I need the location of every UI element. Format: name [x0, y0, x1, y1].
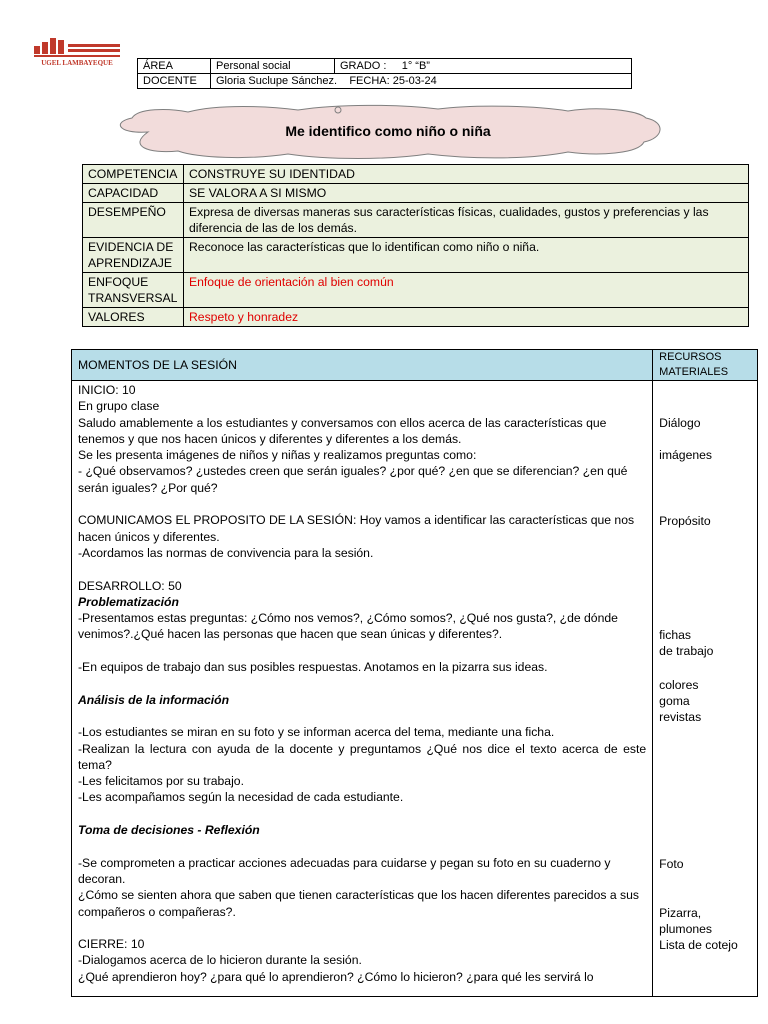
resource-item: Foto: [659, 857, 684, 871]
resource-item: revistas: [659, 710, 702, 724]
competencia-row: [83, 165, 749, 184]
fecha-value: 25-03-24: [392, 75, 437, 87]
session-line: Problematización: [78, 594, 179, 609]
competencia-label: EVIDENCIA DE APRENDIZAJE: [83, 238, 184, 273]
session-line: En grupo clase: [78, 399, 160, 414]
header-info-table: [137, 58, 632, 89]
session-line: -Dialogamos acerca de lo hicieron durante la sesión.: [78, 953, 362, 968]
competencia-row: [83, 238, 749, 273]
fecha-label: FECHA:: [349, 75, 390, 87]
competencia-row: [83, 203, 749, 238]
session-line: COMUNICAMOS EL PROPOSITO DE LA SESIÓN: Hoy vamos a identificar las características que nos hacen únicos y diferentes.: [78, 513, 635, 544]
competencia-label: CAPACIDAD: [83, 184, 184, 203]
competencia-label: VALORES: [83, 308, 184, 327]
session-line: -Les acompañamos según la necesidad de cada estudiante.: [78, 790, 404, 805]
competencia-value: Respeto y honradez: [184, 308, 749, 327]
resource-item: goma: [659, 694, 690, 708]
resource-item: colores: [659, 678, 699, 692]
session-table: [71, 349, 758, 997]
session-moments-header: MOMENTOS DE LA SESIÓN: [72, 350, 653, 381]
session-line: ¿Cómo se sienten ahora que saben que tienen características que los hacen diferentes parecidos a sus compañeros o compañeras?.: [78, 888, 639, 919]
session-line: -Acordamos las normas de convivencia para la sesión.: [78, 545, 374, 560]
session-resources: [653, 381, 758, 997]
logo-text: UGEL LAMBAYEQUE: [41, 59, 113, 67]
area-value: Personal social: [211, 59, 335, 74]
session-line: - ¿Qué observamos? ¿ustedes creen que serán iguales? ¿por qué? ¿en que se diferencian? ¿en qué serán iguales? ¿Por qué?: [78, 464, 628, 495]
session-line: -Presentamos estas preguntas: ¿Cómo nos vemos?, ¿Cómo somos?, ¿Qué nos gusta?, ¿de dónde venimos?.¿Qué hacen las personas que hacen que sean únicas y diferentes?.: [78, 611, 618, 642]
grado-label: GRADO :: [340, 60, 387, 72]
session-line: [78, 708, 646, 724]
competencia-value: Reconoce las características que lo identifican como niño o niña.: [184, 238, 749, 273]
session-line: Se les presenta imágenes de niños y niñas y realizamos preguntas como:: [78, 448, 477, 463]
session-line: -Realizan la lectura con ayuda de la docente y preguntamos ¿Qué nos dice el texto acerca de este tema?: [78, 741, 647, 772]
session-line: [78, 643, 646, 659]
docente-value: Gloria Suclupe Sánchez.: [216, 75, 338, 87]
session-line: [78, 561, 646, 577]
competencias-table: [82, 164, 749, 327]
competencia-row: [83, 184, 749, 203]
resource-item: Diálogo: [659, 416, 701, 430]
resource-item: plumones: [659, 922, 713, 936]
competencia-row: [83, 308, 749, 327]
session-line: -Se comprometen a practicar acciones adecuadas para cuidarse y pegan su foto en su cuaderno y decoran.: [78, 855, 611, 886]
session-line: DESARROLLO: 50: [78, 578, 182, 593]
grado-value: 1° “B”: [401, 60, 430, 72]
session-line: [78, 496, 646, 512]
resource-item: Lista de cotejo: [659, 938, 738, 952]
area-label: ÁREA: [138, 59, 211, 74]
docente-label: DOCENTE: [138, 74, 211, 89]
grado-cell: [335, 59, 632, 74]
session-content: [72, 381, 653, 997]
session-table-header: [72, 350, 758, 381]
competencia-value: Enfoque de orientación al bien común: [184, 273, 749, 308]
session-line: Saludo amablemente a los estudiantes y conversamos con ellos acerca de las características que tenemos y que nos hacen únicos y diferentes y diferentes a los demás.: [78, 415, 607, 446]
session-resources-header: RECURSOS MATERIALES: [653, 350, 758, 381]
page-title: Me identifico como niño o niña: [285, 123, 491, 139]
resource-item: de trabajo: [659, 644, 714, 658]
session-line: Análisis de la información: [78, 692, 230, 707]
resource-item: Propósito: [659, 514, 711, 528]
competencia-value: Expresa de diversas maneras sus características físicas, cualidades, gustos y preferencias y las diferencia de las de los demás.: [184, 203, 749, 238]
competencia-label: ENFOQUE TRANSVERSAL: [83, 273, 184, 308]
session-line: ¿Qué aprendieron hoy? ¿para qué lo aprendieron? ¿Cómo lo hicieron? ¿para qué les servirá lo: [78, 969, 594, 984]
resource-item: imágenes: [659, 448, 713, 462]
session-line: [78, 838, 646, 854]
competencia-value: SE VALORA A SI MISMO: [184, 184, 749, 203]
session-line: Toma de decisiones - Reflexión: [78, 823, 260, 838]
session-line: INICIO: 10: [78, 383, 136, 397]
session-line: [78, 806, 646, 822]
session-line: CIERRE: 10: [78, 937, 145, 952]
competencia-label: DESEMPEÑO: [83, 203, 184, 238]
competencia-label: COMPETENCIA: [83, 165, 184, 184]
resource-item: Pizarra,: [659, 906, 702, 920]
ugel-logo: [32, 36, 124, 70]
session-line: [78, 920, 646, 936]
session-line: -Los estudiantes se miran en su foto y se informan acerca del tema, mediante una ficha.: [78, 725, 555, 740]
docente-cell: [211, 74, 632, 89]
session-line: -En equipos de trabajo dan sus posibles respuestas. Anotamos en la pizarra sus ideas.: [78, 660, 548, 675]
session-line: -Les felicitamos por su trabajo.: [78, 774, 244, 789]
competencia-row: [83, 273, 749, 308]
resource-item: fichas: [659, 628, 692, 642]
session-line: [78, 675, 646, 691]
competencia-value: CONSTRUYE SU IDENTIDAD: [184, 165, 749, 184]
